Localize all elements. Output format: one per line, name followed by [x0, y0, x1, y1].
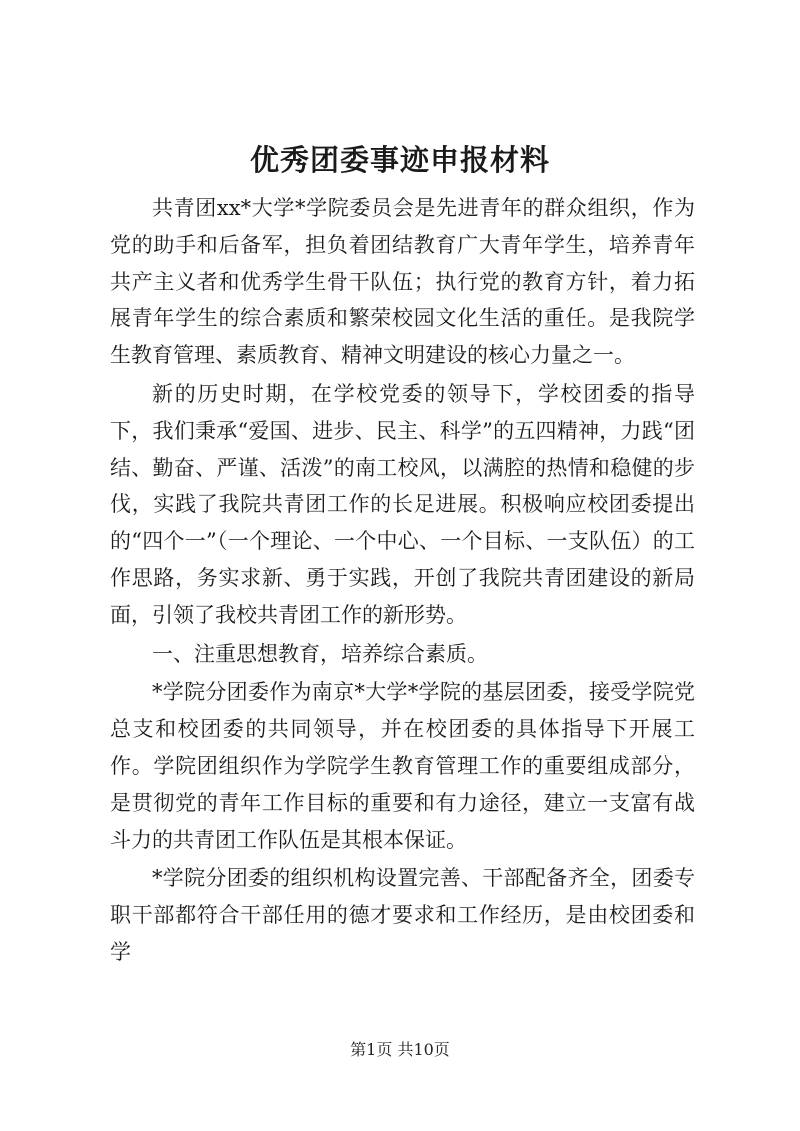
paragraph-intro: 共青团xx*大学*学院委员会是先进青年的群众组织，作为党的助手和后备军，担负着团结教育广大青年学生，培养青年共产主义者和优秀学生骨干队伍；执行党的教育方针，着力拓展青年学生的综合素质和繁荣校园文化生活的重任。是我院学生教育管理、素质教育、精神文明建设的核心力量之一。	[110, 196, 695, 368]
paragraph-structure: *学院分团委作为南京*大学*学院的基层团委，接受学院党总支和校团委的共同领导，并在校团委的具体指导下开展工作。学院团组织作为学院学生教育管理工作的重要组成部分，是贯彻党的青年工作目标的重要和有力途径，建立一支富有战斗力的共青团工作队伍是其根本保证。	[110, 680, 695, 852]
page-number-footer: 第1页 共10页	[350, 1040, 450, 1059]
document-body	[110, 190, 695, 973]
paragraph-organization: *学院分团委的组织机构设置完善、干部配备齐全，团委专职干部都符合干部任用的德才要求和工作经历，是由校团委和学	[110, 866, 695, 964]
paragraph-history: 新的历史时期，在学校党委的领导下，学校团委的指导下，我们秉承“爱国、进步、民主、科学”的五四精神，力践“团结、勤奋、严谨、活泼”的南工校风，以满腔的热情和稳健的步伐，实践了我院共青团工作的长足进展。积极响应校团委提出的“四个一”（一个理论、一个中心、一个目标、一支队伍）的工作思路，务实求新、勇于实践，开创了我院共青团建设的新局面，引领了我校共青团工作的新形势。	[110, 381, 695, 627]
document-title: 优秀团委事迹申报材料	[249, 143, 550, 177]
section-heading-1: 一、注重思想教育，培养综合素质。	[152, 641, 488, 666]
